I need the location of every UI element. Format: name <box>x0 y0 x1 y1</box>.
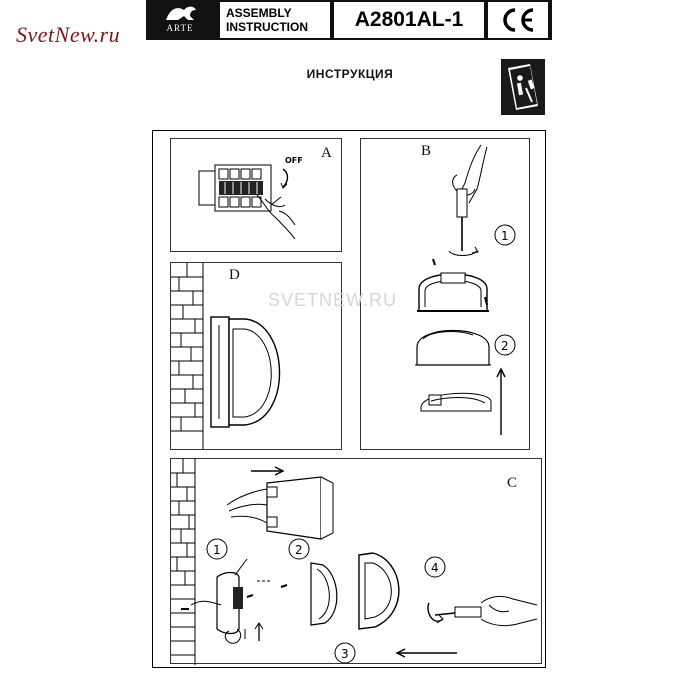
watermark: SVETNEW.RU <box>268 290 398 310</box>
assembly-line-2: INSTRUCTION <box>226 20 308 34</box>
panel-b-step-1: 1 <box>501 229 509 243</box>
maker-logo <box>150 2 210 38</box>
panel-c-step-1: 1 <box>213 543 221 557</box>
assembly-instruction-label <box>220 2 330 38</box>
panel-b-label: B <box>421 143 432 159</box>
panel-c <box>170 458 542 664</box>
panel-d-label: D <box>229 267 240 283</box>
ce-mark <box>488 2 548 38</box>
ce-mark-icon <box>488 2 548 38</box>
assembly-line-1: ASSEMBLY <box>226 6 292 20</box>
info-manual-icon <box>500 58 546 116</box>
site-logo: SvetNew.ru <box>16 22 121 47</box>
maker-logo-text: ARTE <box>166 23 194 33</box>
panel-c-step-4: 4 <box>431 561 439 575</box>
switch-off-text: OFF <box>285 156 303 165</box>
panel-c-step-2: 2 <box>295 543 303 557</box>
page-title: ИНСТРУКЦИЯ <box>306 67 394 81</box>
panel-a <box>170 138 342 252</box>
panel-c-step-3: 3 <box>341 647 349 661</box>
panel-b-step-2: 2 <box>501 339 509 353</box>
wall-mounting-illustration <box>171 459 543 665</box>
arte-lion-icon <box>160 2 200 24</box>
panel-c-label: C <box>507 475 518 491</box>
info-manual <box>500 58 546 116</box>
model-number: A2801AL-1 <box>334 2 484 38</box>
panel-a-label: A <box>321 145 332 161</box>
fuse-box-switch-off-illustration <box>171 139 343 253</box>
